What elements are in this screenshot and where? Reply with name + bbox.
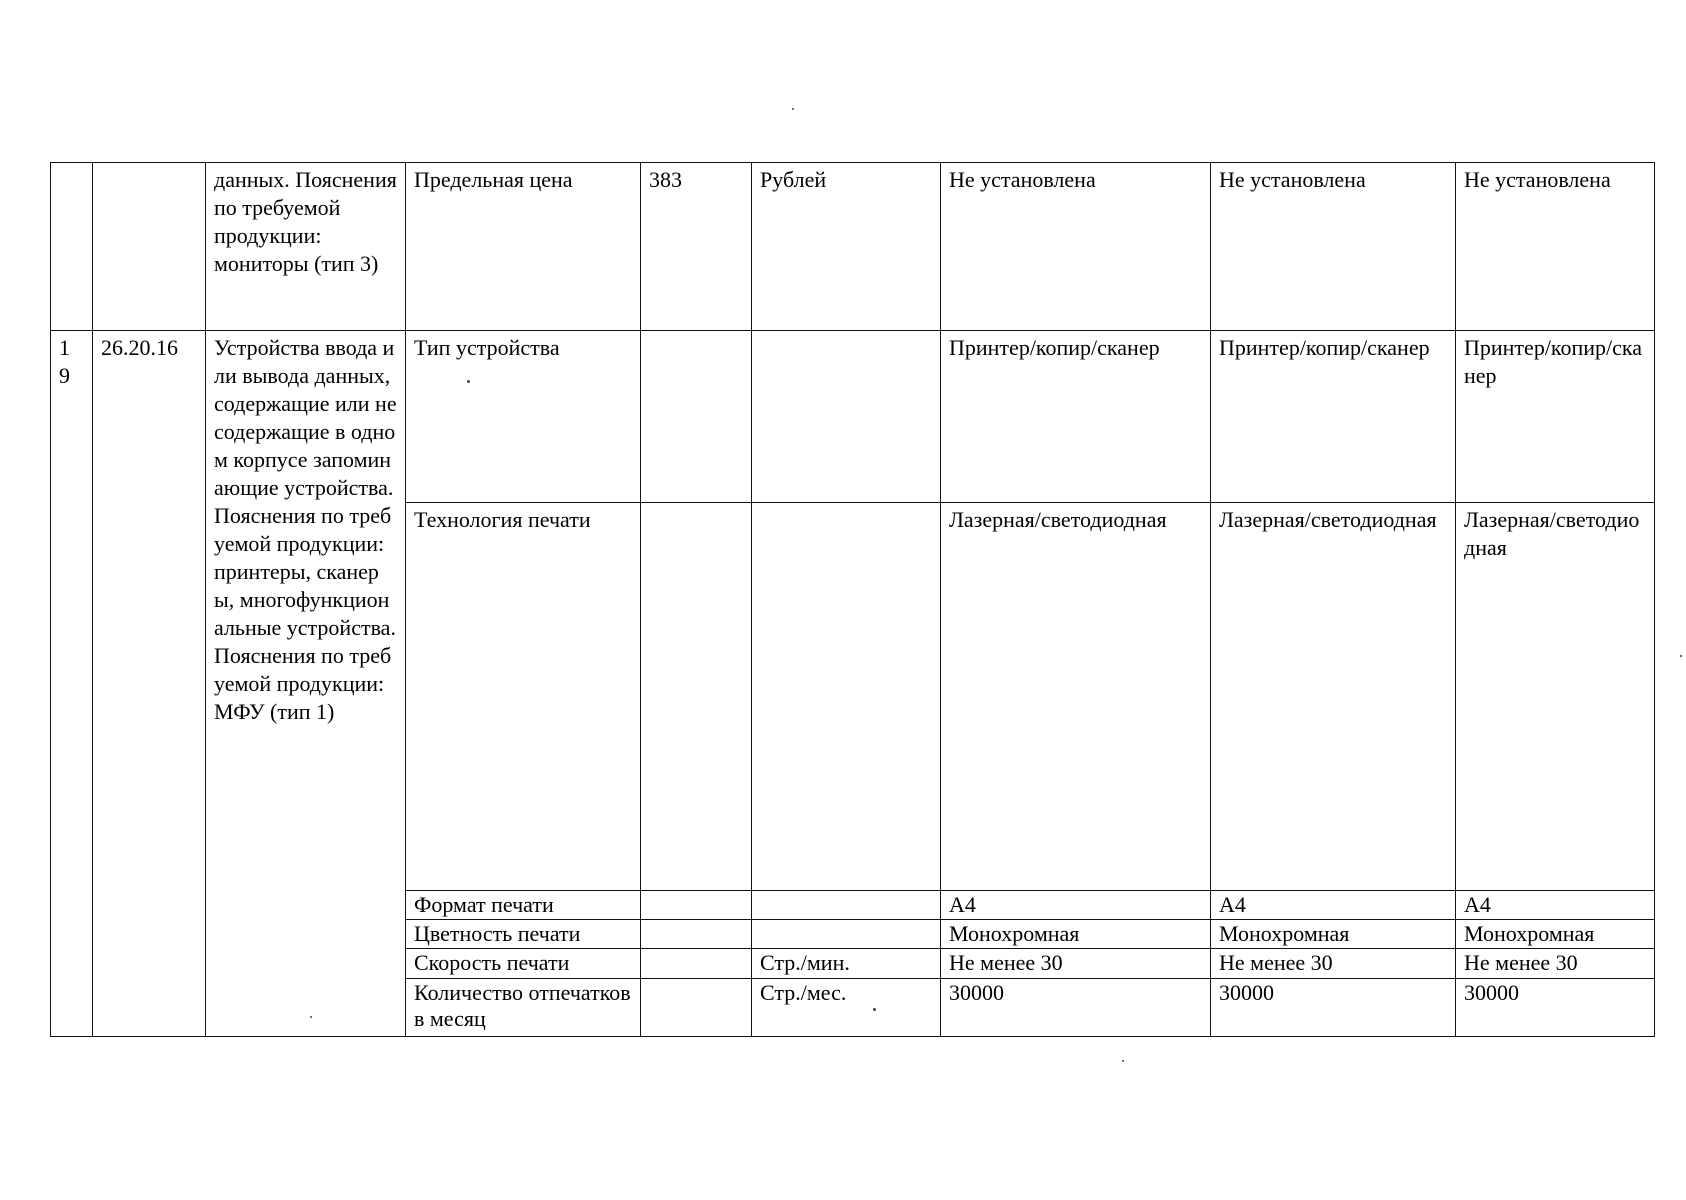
unit-cell: Рублей [752, 163, 941, 331]
characteristic-cell: Цветность печати [406, 920, 641, 949]
unit-cell [752, 331, 941, 503]
unit-cell: Стр./мин. [752, 949, 941, 979]
requirement-cell-2: 30000 [1211, 979, 1456, 1037]
requirement-cell-3: Не установлена [1456, 163, 1655, 331]
requirement-cell-1: А4 [941, 891, 1211, 920]
row-number-cell: 1 9 [51, 331, 93, 1037]
table-row-19-device-type [51, 331, 1655, 503]
characteristic-cell: Количество отпечатков в месяц [406, 979, 641, 1037]
requirement-cell-3: Лазерная/светодиодная [1456, 503, 1655, 891]
requirement-cell-1: Не менее 30 [941, 949, 1211, 979]
value-cell [641, 920, 752, 949]
requirement-cell-2: Лазерная/светодиодная [1211, 503, 1456, 891]
scan-speck [792, 108, 794, 110]
scan-speck [310, 1016, 312, 1018]
okpd-code-cell: 26.20.16 [93, 331, 206, 1037]
okpd-code-cell [93, 163, 206, 331]
value-cell [641, 891, 752, 920]
requirement-cell-1: Лазерная/светодиодная [941, 503, 1211, 891]
value-cell: 383 [641, 163, 752, 331]
value-cell [641, 503, 752, 891]
value-cell [641, 979, 752, 1037]
requirement-cell-1: 30000 [941, 979, 1211, 1037]
scan-speck [1680, 655, 1682, 657]
requirement-cell-3: Принтер/копир/сканер [1456, 331, 1655, 503]
requirement-cell-2: Принтер/копир/сканер [1211, 331, 1456, 503]
requirement-cell-3: А4 [1456, 891, 1655, 920]
characteristic-cell: Формат печати [406, 891, 641, 920]
requirement-cell-1: Принтер/копир/сканер [941, 331, 1211, 503]
row-number-cell [51, 163, 93, 331]
characteristic-cell: Технология печати [406, 503, 641, 891]
characteristic-cell: Тип устройства [406, 331, 641, 503]
specification-table [50, 162, 1655, 1037]
scan-speck [1122, 1060, 1124, 1062]
requirement-cell-2: Не установлена [1211, 163, 1456, 331]
characteristic-cell: Предельная цена [406, 163, 641, 331]
unit-cell [752, 891, 941, 920]
product-name-cell: Устройства ввода или вывода данных, содержащие или не содержащие в одном корпусе запоминающие устройства. Пояснения по требуемой продукции: принтеры, сканеры, многофункциональные устройства. Пояснения по требуемой продукции: МФУ (тип 1) [206, 331, 406, 1037]
unit-cell: Стр./мес. [752, 979, 941, 1037]
value-cell [641, 949, 752, 979]
table-row-continuation [51, 163, 1655, 331]
requirement-cell-3: Монохромная [1456, 920, 1655, 949]
product-name-cell: данных. Пояснения по требуемой продукции: мониторы (тип 3) [206, 163, 406, 331]
requirement-cell-1: Монохромная [941, 920, 1211, 949]
requirement-cell-2: Не менее 30 [1211, 949, 1456, 979]
requirement-cell-2: Монохромная [1211, 920, 1456, 949]
characteristic-cell: Скорость печати [406, 949, 641, 979]
requirement-cell-3: Не менее 30 [1456, 949, 1655, 979]
scan-speck [873, 1008, 876, 1011]
requirement-cell-2: А4 [1211, 891, 1456, 920]
requirement-cell-1: Не установлена [941, 163, 1211, 331]
value-cell [641, 331, 752, 503]
unit-cell [752, 920, 941, 949]
scan-speck [467, 380, 470, 383]
unit-cell [752, 503, 941, 891]
requirement-cell-3: 30000 [1456, 979, 1655, 1037]
